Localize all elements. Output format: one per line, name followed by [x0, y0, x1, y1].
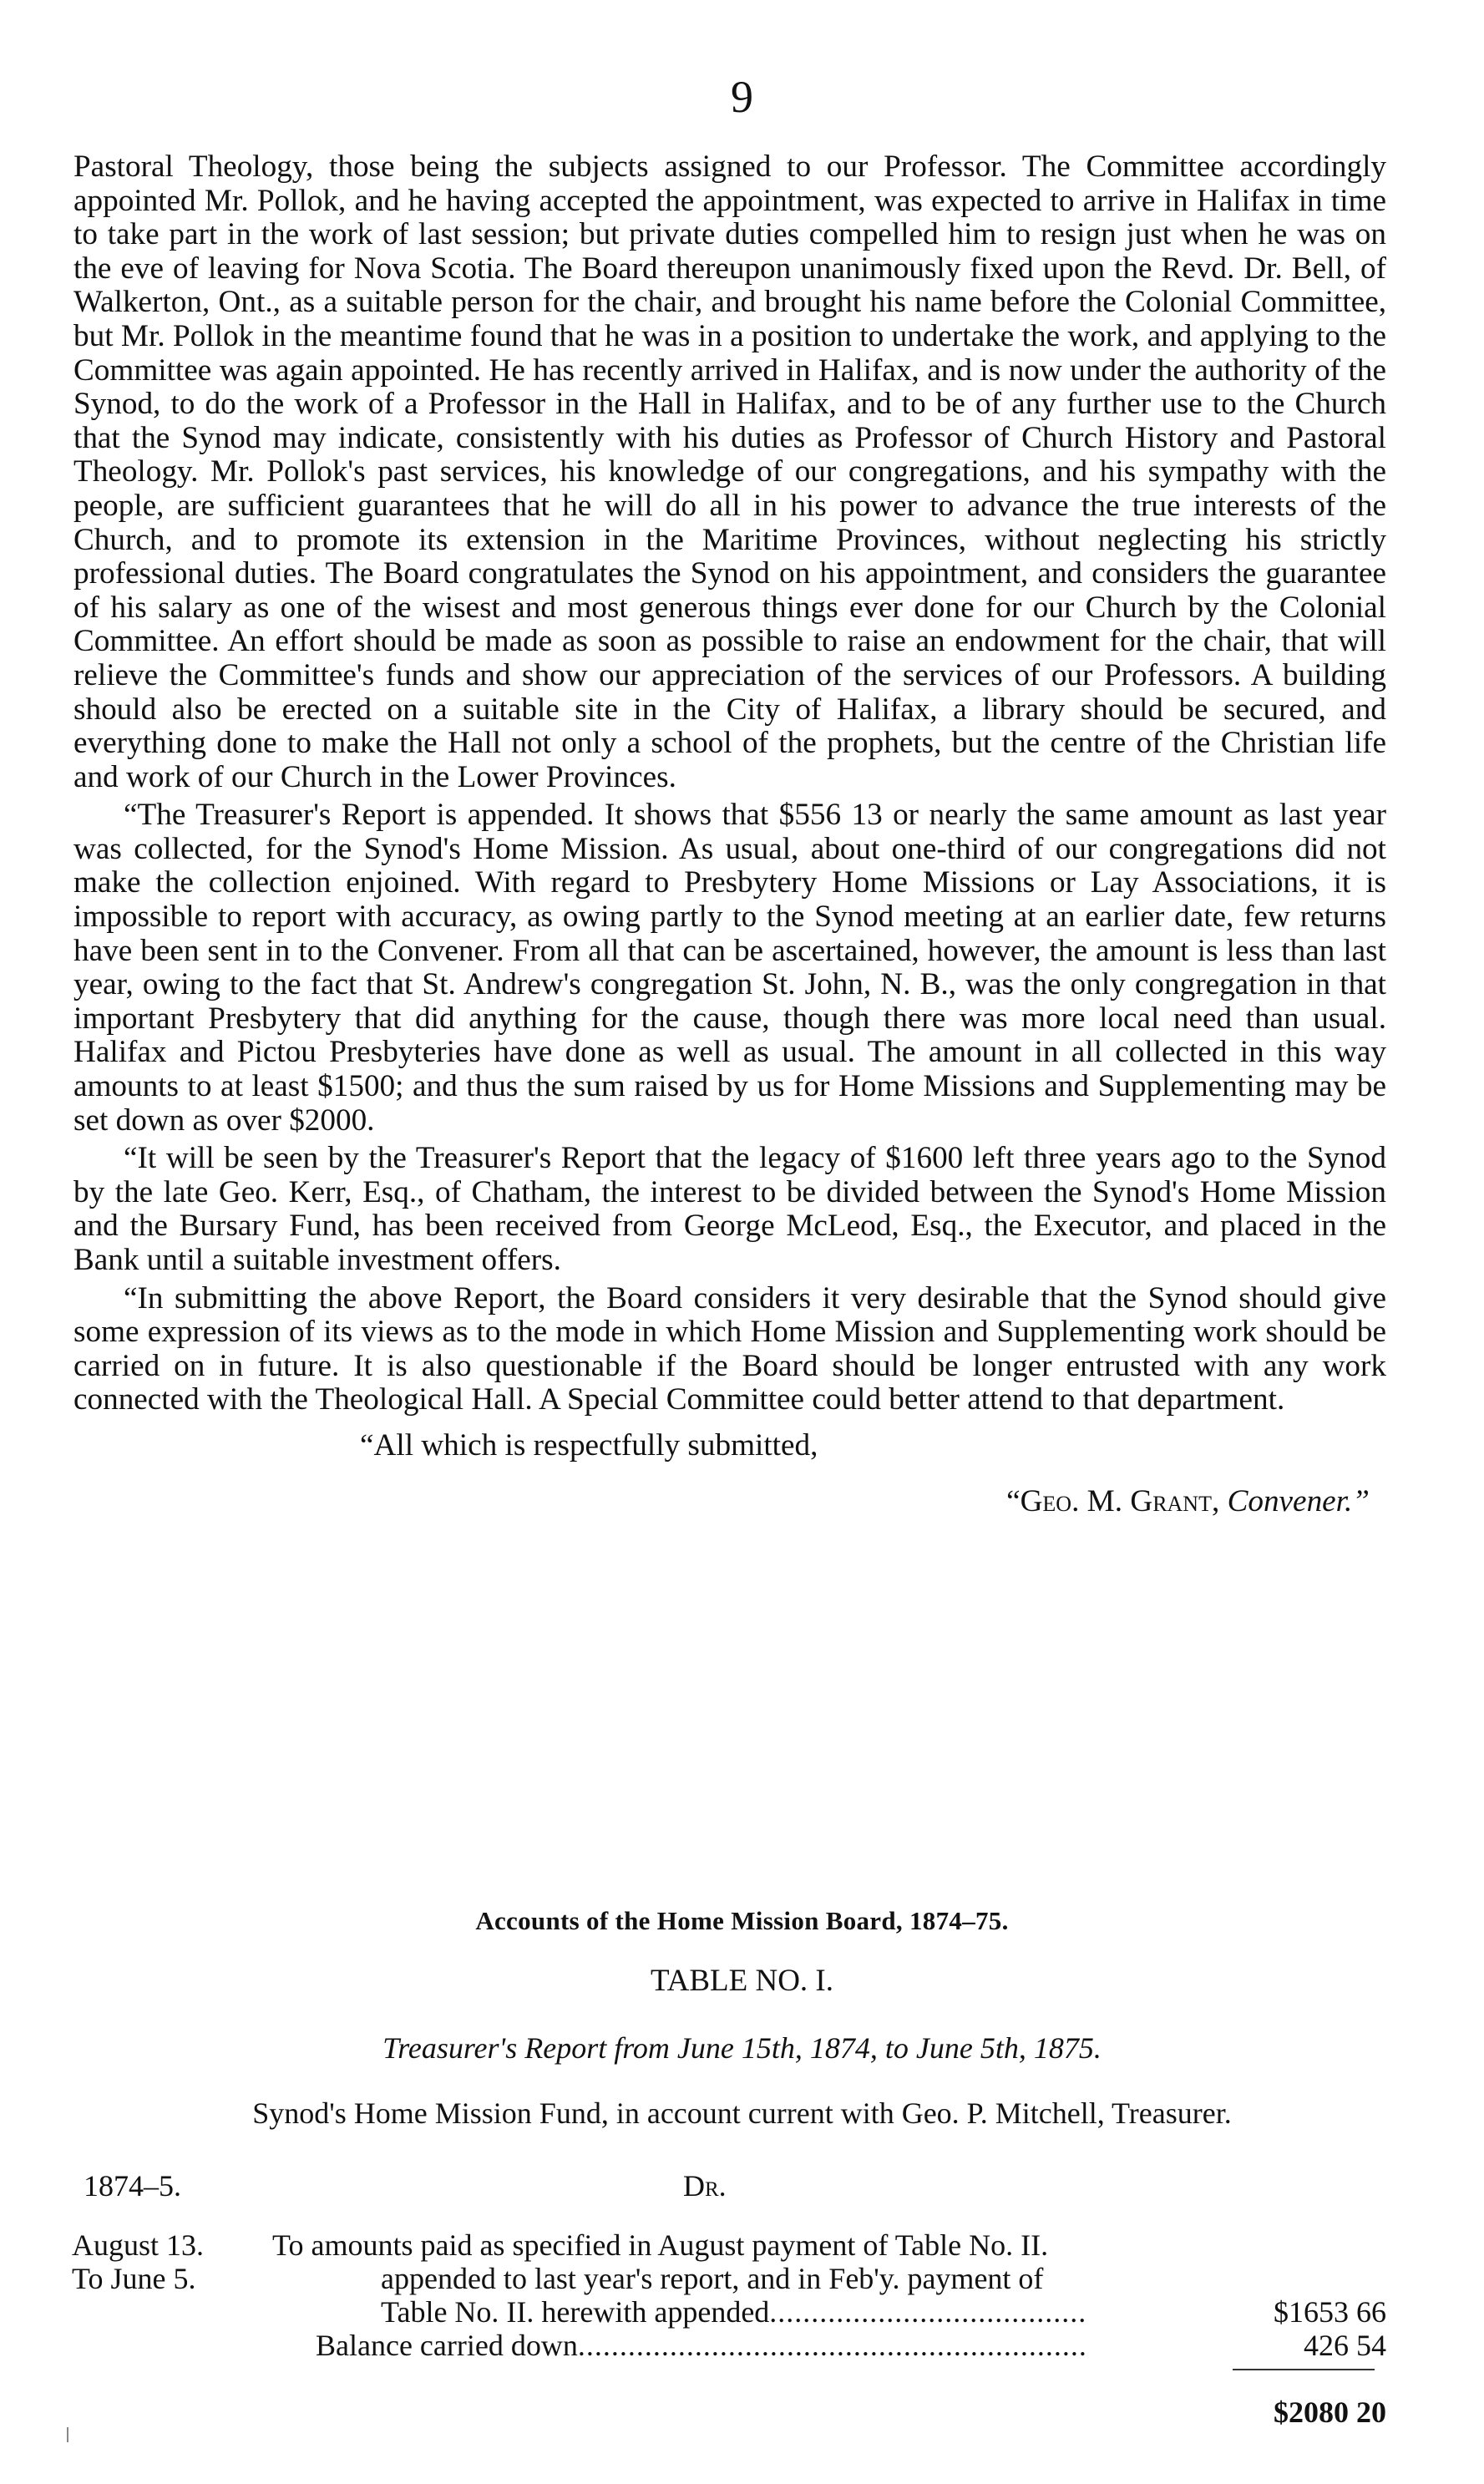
signature-name: “Geo. M. Grant,	[1006, 1483, 1220, 1518]
margin-mark	[67, 2427, 68, 2442]
report-body	[73, 150, 1386, 1518]
entry-text: Balance carried down	[316, 2329, 578, 2362]
amount-appended: $1653 66	[1274, 2295, 1386, 2329]
paragraph-professor: Pastoral Theology, those being the subjects assigned to our Professor. The Committee accordingly appointed Mr. Pollok, and he having accepted the appointment, was expected to arrive in Halifax in time to take part in the work of last session; but private duties compelled him to resign just when he was on the eve of leaving for Nova Scotia. The Board thereupon unanimously fixed upon the Revd. Dr. Bell, of Walkerton, Ont., as a suitable person for the chair, and brought his name before the Colonial Committee, but Mr. Pollok in the meantime found that he was in a position to undertake the work, and applying to the Committee was again appointed. He has recently arrived in Halifax, and is now under the authority of the Synod, to do the work of a Professor in the Hall in Halifax, and to be of any further use to the Church that the Synod may indicate, consistently with his duties as Professor of Church History and Pastoral Theology. Mr. Pollok's past services, his knowledge of our congregations, and his sympathy with the people, are sufficient guarantees that he will do all in his power to advance the true interests of the Church, and to promote its extension in the Maritime Provinces, without neglecting his strictly professional duties. The Board congratulates the Synod on his appointment, and considers the guarantee of his salary as one of the wisest and most generous things ever done for our Church by the Colonial Committee. An effort should be made as soon as possible to raise an endowment for the chair, that will relieve the Committee's funds and show our appreciation of the services of our Professors. A building should also be erected on a suitable site in the City of Halifax, a library should be secured, and everything done to make the Hall not only a school of the prophets, but the centre of the Christian life and work of our Church in the Lower Provinces.	[73, 150, 1386, 794]
entry-line: appended to last year's report, and in Feb'y. payment of	[381, 2262, 1044, 2295]
amount-total: $2080 20	[1274, 2395, 1386, 2429]
entry-line: To amounts paid as specified in August payment of Table No. II.	[272, 2228, 1049, 2262]
entry-line-appended	[381, 2295, 1086, 2329]
entry-text: Table No. II. herewith appended	[381, 2295, 770, 2329]
paragraph-legacy: “It will be seen by the Treasurer's Report that the legacy of $1600 left three years ago to the Synod by the late Geo. Kerr, Esq., of Chatham, the interest to be divided between the Synod's Home Mission and the Bursary Fund, has been received from George McLeod, Esq., the Executor, and placed in the Bank until a suitable investment offers.	[73, 1141, 1386, 1277]
debit-label: Dr.	[683, 2169, 727, 2203]
report-period: Treasurer's Report from June 15th, 1874, to June 5th, 1875.	[382, 2031, 1102, 2065]
entry-date-june: To June 5.	[72, 2262, 196, 2295]
account-year: 1874–5.	[84, 2169, 181, 2203]
entry-line-balance	[316, 2329, 1087, 2362]
paragraph-treasurer-report: “The Treasurer's Report is appended. It shows that $556 13 or nearly the same amount as last year was collected, for the Synod's Home Mission. As usual, about one-third of our congregations did not make the collection enjoined. With regard to Presbytery Home Missions or Lay Associations, it is impossible to report with accuracy, as owing partly to the Synod meeting at an earlier date, few returns have been sent in to the Convener. From all that can be ascertained, however, the amount is less than last year, owing to the fact that St. Andrew's congregation St. John, N. B., was the only congregation in that important Presbytery that did anything for the cause, though there was more local need than usual. Halifax and Pictou Presbyteries have done as well as usual. The amount in all collected in this way amounts to at least $1500; and thus the sum raised by us for Home Missions and Supplementing may be set down as over $2000.	[73, 798, 1386, 1138]
leader-dots: ......................................	[769, 2295, 1087, 2329]
signature	[73, 1485, 1386, 1519]
accounts-heading: Accounts of the Home Mission Board, 1874–75.	[475, 1906, 1009, 1935]
signature-title: Convener.”	[1227, 1483, 1370, 1518]
entry-date-august: August 13.	[72, 2228, 205, 2262]
leader-dots: .............................................................	[577, 2329, 1087, 2362]
amount-balance: 426 54	[1304, 2329, 1386, 2362]
paragraph-submission: “In submitting the above Report, the Board considers it very desirable that the Synod should give some expression of its views as to the mode in which Home Mission and Supplementing work should be carried on in future. It is also questionable if the Board should be longer entrusted with any work connected with the Theological Hall. A Special Committee could better attend to that department.	[73, 1280, 1386, 1417]
table-title: TABLE NO. I.	[650, 1964, 833, 1998]
closing-submitted: “All which is respectfully submitted,	[360, 1427, 818, 1463]
page-number: 9	[731, 72, 753, 122]
fund-line: Synod's Home Mission Fund, in account current with Geo. P. Mitchell, Treasurer.	[252, 2096, 1232, 2130]
total-rule	[1233, 2369, 1375, 2370]
